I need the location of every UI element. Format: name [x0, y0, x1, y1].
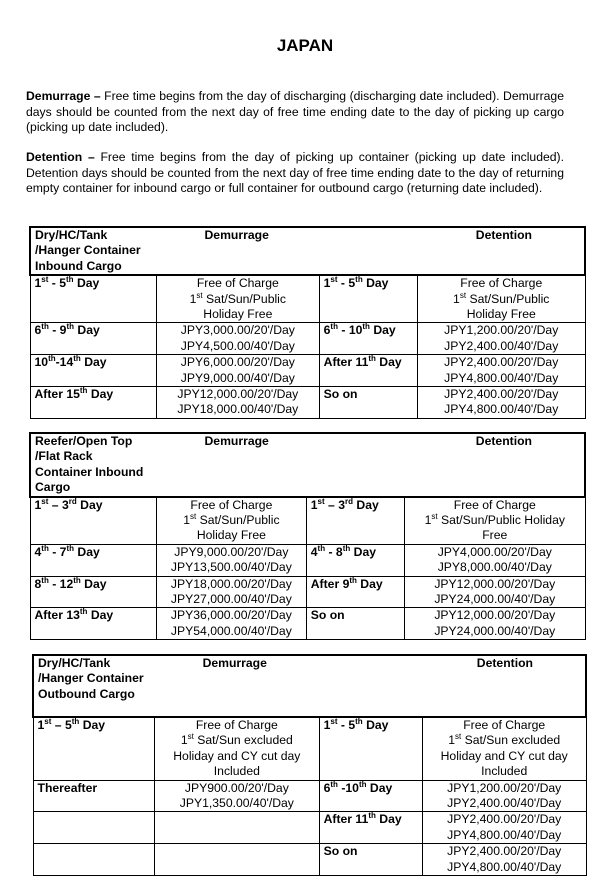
- detention-period-cell: 6th - 10th Day: [319, 323, 417, 355]
- table-row: [30, 355, 585, 387]
- detention-rate-cell: JPY2,400.00/20'/Day JPY4,800.00/40'/Day: [417, 387, 585, 419]
- detention-period-cell: 1st - 5th Day: [319, 275, 417, 323]
- demurrage-period-cell: 10th-14th Day: [30, 355, 157, 387]
- detention-rate-cell: JPY2,400.00/20'/Day JPY4,800.00/40'/Day: [417, 355, 585, 387]
- table-row: [30, 323, 585, 355]
- detention-period-cell: After 9th Day: [306, 576, 404, 608]
- detention-period-cell: So on: [319, 844, 422, 876]
- detention-label: Detention: [26, 150, 83, 164]
- detention-period-cell: 4th - 8th Day: [306, 544, 404, 576]
- detention-period-cell: 1st – 3rd Day: [306, 497, 404, 545]
- inbound-dry-rate-table: [29, 226, 586, 419]
- table-category-header: Dry/HC/Tank /Hanger Container Inbound Cargo: [30, 227, 157, 275]
- demurrage-period-cell: After 15th Day: [30, 387, 157, 419]
- detention-column-header: Detention: [319, 227, 585, 275]
- demurrage-period-cell: 6th - 9th Day: [30, 323, 157, 355]
- demurrage-dash: –: [90, 89, 105, 103]
- demurrage-rate-cell: JPY3,000.00/20'/Day JPY4,500.00/40'/Day: [157, 323, 320, 355]
- demurrage-paragraph: [26, 89, 564, 136]
- demurrage-rate-cell: [155, 844, 320, 876]
- table-row: [30, 544, 585, 576]
- table-row: [30, 608, 585, 640]
- demurrage-column-header: Demurrage: [156, 433, 306, 497]
- detention-period-cell: After 11th Day: [319, 812, 422, 844]
- demurrage-rate-cell: JPY12,000.00/20'/Day JPY18,000.00/40'/Day: [157, 387, 320, 419]
- table-row: [33, 844, 586, 876]
- detention-period-cell: So on: [319, 387, 417, 419]
- detention-rate-cell: JPY4,000.00/20'/Day JPY8,000.00/40'/Day: [405, 544, 585, 576]
- demurrage-column-header: Demurrage: [155, 655, 320, 717]
- demurrage-period-cell: 4th - 7th Day: [30, 544, 156, 576]
- demurrage-period-cell: [33, 844, 155, 876]
- detention-column-header: Detention: [306, 433, 585, 497]
- detention-period-cell: 6th -10th Day: [319, 780, 422, 812]
- demurrage-rate-cell: JPY18,000.00/20'/Day JPY27,000.00/40'/Day: [156, 576, 306, 608]
- demurrage-rate-cell: JPY36,000.00/20'/Day JPY54,000.00/40'/Day: [156, 608, 306, 640]
- table-row: [33, 812, 586, 844]
- table-row: [30, 275, 585, 323]
- detention-rate-cell: Free of Charge 1st Sat/Sun/Public Holiday Free: [417, 275, 585, 323]
- demurrage-rate-cell: [155, 812, 320, 844]
- demurrage-text: Free time begins from the day of discharging (discharging date included). Demurrage days should be counted from the next day of free time ending date to the day of picking up cargo (picking up date included).: [26, 89, 564, 135]
- table-row: [30, 387, 585, 419]
- table-row: [33, 717, 586, 780]
- demurrage-rate-cell: Free of Charge 1st Sat/Sun/Public Holiday Free: [157, 275, 320, 323]
- table-row: [30, 497, 585, 545]
- demurrage-rate-cell: JPY6,000.00/20'/Day JPY9,000.00/40'/Day: [157, 355, 320, 387]
- outbound-dry-rate-table: [32, 654, 587, 876]
- detention-rate-cell: Free of Charge 1st Sat/Sun/Public Holiday Free: [405, 497, 585, 545]
- table-category-header: Reefer/Open Top /Flat Rack Container Inbound Cargo: [30, 433, 156, 497]
- detention-rate-cell: JPY1,200.00/20'/Day JPY2,400.00/40'/Day: [417, 323, 585, 355]
- page-title: JAPAN: [276, 36, 334, 55]
- demurrage-period-cell: 1st – 5th Day: [33, 717, 155, 780]
- detention-rate-cell: JPY2,400.00/20'/Day JPY4,800.00/40'/Day: [422, 844, 586, 876]
- demurrage-rate-cell: Free of Charge 1st Sat/Sun/Public Holiday Free: [156, 497, 306, 545]
- demurrage-column-header: Demurrage: [157, 227, 320, 275]
- demurrage-period-cell: Thereafter: [33, 780, 155, 812]
- detention-period-cell: After 11th Day: [319, 355, 417, 387]
- detention-text: Free time begins from the day of picking up container (picking up date included). Detention days should be counted from the next day of free time ending date to the day of returning empty container for inbound cargo or full container for outbound cargo (returning date included).: [26, 150, 564, 196]
- detention-dash: –: [82, 150, 101, 164]
- inbound-reefer-rate-table: [29, 432, 586, 640]
- demurrage-period-cell: 1st – 3rd Day: [30, 497, 156, 545]
- detention-rate-cell: Free of Charge 1st Sat/Sun excluded Holiday and CY cut day Included: [422, 717, 586, 780]
- demurrage-rate-cell: JPY900.00/20'/Day JPY1,350.00/40'/Day: [155, 780, 320, 812]
- table-row: [30, 576, 585, 608]
- detention-rate-cell: JPY2,400.00/20'/Day JPY4,800.00/40'/Day: [422, 812, 586, 844]
- demurrage-period-cell: [33, 812, 155, 844]
- demurrage-rate-cell: JPY9,000.00/20'/Day JPY13,500.00/40'/Day: [156, 544, 306, 576]
- demurrage-rate-cell: Free of Charge 1st Sat/Sun excluded Holiday and CY cut day Included: [155, 717, 320, 780]
- detention-rate-cell: JPY12,000.00/20'/Day JPY24,000.00/40'/Day: [405, 576, 585, 608]
- detention-period-cell: 1st - 5th Day: [319, 717, 422, 780]
- detention-rate-cell: JPY12,000.00/20'/Day JPY24,000.00/40'/Day: [405, 608, 585, 640]
- detention-paragraph: [26, 150, 564, 197]
- detention-rate-cell: JPY1,200.00/20'/Day JPY2,400.00/40'/Day: [422, 780, 586, 812]
- table-row: [33, 780, 586, 812]
- demurrage-label: Demurrage: [26, 89, 91, 103]
- detention-period-cell: So on: [306, 608, 404, 640]
- demurrage-period-cell: After 13th Day: [30, 608, 156, 640]
- detention-column-header: Detention: [319, 655, 586, 717]
- demurrage-period-cell: 1st - 5th Day: [30, 275, 157, 323]
- table-category-header: Dry/HC/Tank /Hanger Container Outbound Cargo: [33, 655, 155, 717]
- demurrage-period-cell: 8th - 12th Day: [30, 576, 156, 608]
